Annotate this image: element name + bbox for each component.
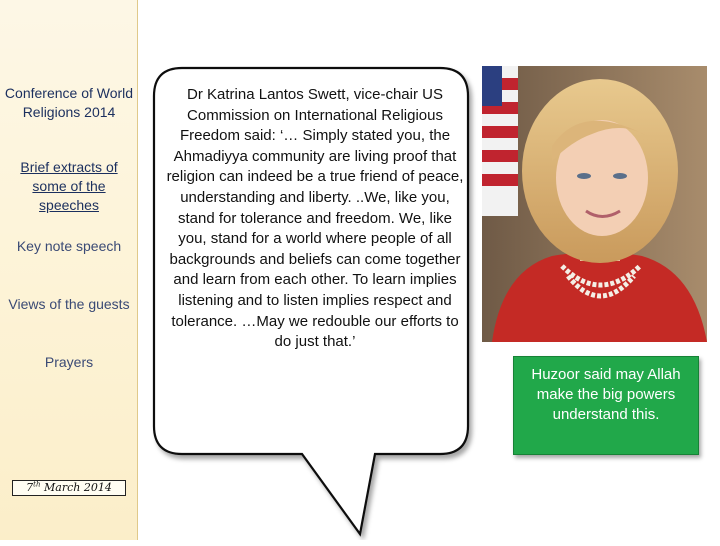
speaker-portrait-image: [482, 66, 707, 342]
speaker-photo: [482, 66, 707, 342]
date-month-year: March 2014: [40, 481, 112, 494]
key-note-speech-link[interactable]: Key note speech: [16, 238, 122, 254]
conference-title: Conference of World Religions 2014: [4, 85, 134, 120]
views-of-guests-link[interactable]: Views of the guests: [8, 296, 130, 312]
prayers-link[interactable]: Prayers: [44, 354, 94, 370]
brief-extracts-link[interactable]: Brief extracts of some of the speeches: [20, 159, 118, 213]
date-label: [12, 480, 126, 496]
date-suffix: th: [33, 480, 41, 489]
huzoor-note-box: Huzoor said may Allah make the big powers understand this.: [513, 356, 699, 455]
quote-text: Dr Katrina Lantos Swett, vice-chair US Commission on International Religious Freedom said: ‘… Simply stated you, the Ahmadiyya community are living proof that religion can indeed be a true friend of peace, understanding and liberty. ..We, like you, stand for tolerance and freedom. We, like you, stand for a world where people of all backgrounds and beliefs can come together and learn from each other. To learn implies listening and to listen implies respect and tolerance. …May we redouble our efforts to do just that.’: [166, 86, 464, 351]
date-day: 7: [26, 481, 34, 494]
sidebar-panel: [0, 0, 138, 540]
